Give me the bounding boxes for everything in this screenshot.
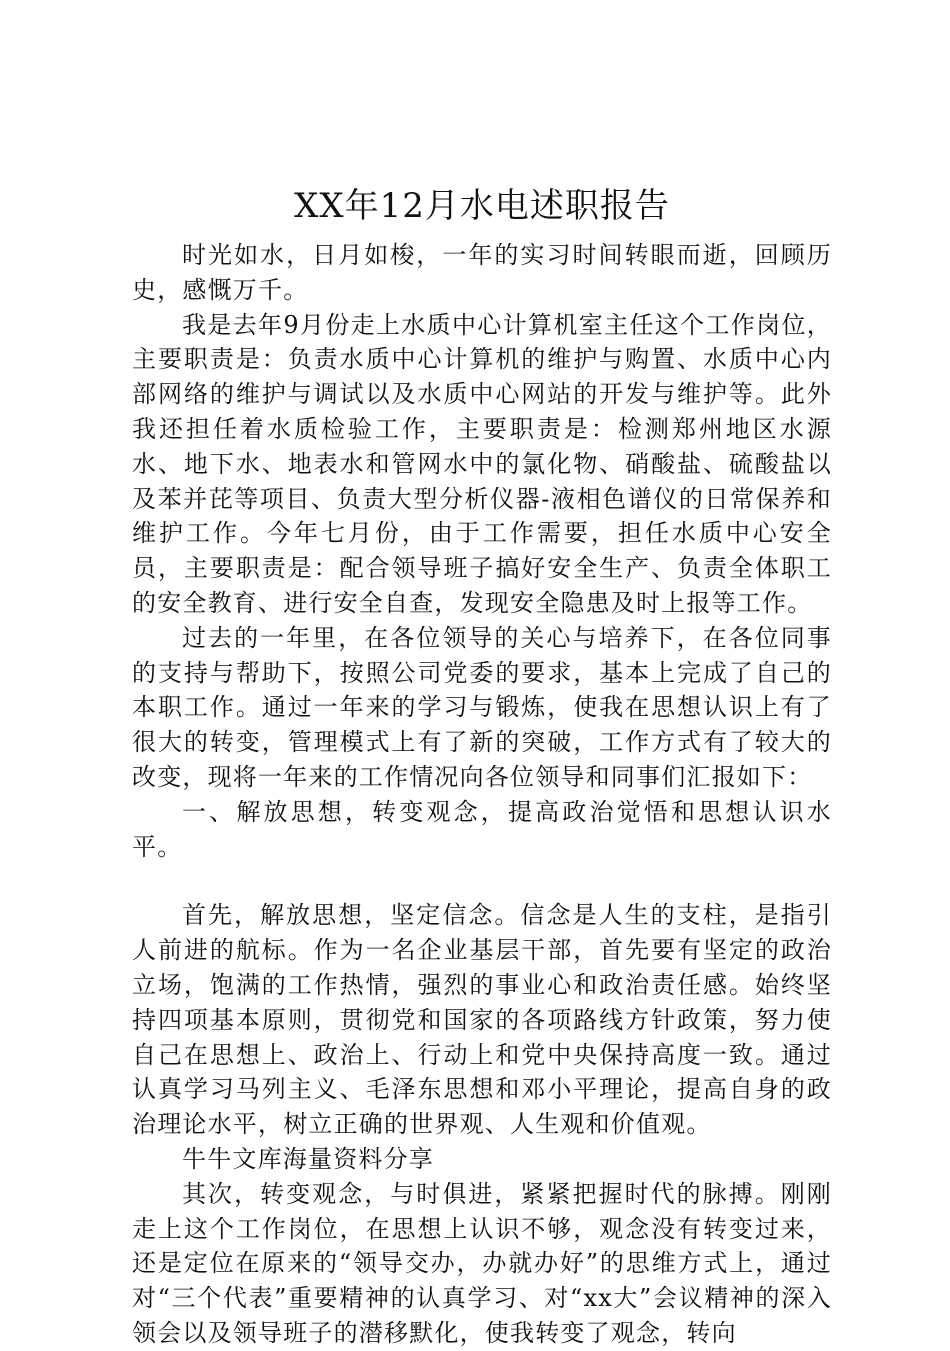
document-title: XX年12月水电述职报告 <box>294 186 670 226</box>
paragraph-duties: 我是去年9月份走上水质中心计算机室主任这个工作岗位，主要职责是：负责水质中心计算机的维护与购置、水质中心内部网络的维护与调试以及水质中心网站的开发与维护等。此外我还担任着水质检验工作，主要职责是：检测郑州地区水源水、地下水、地表水和管网水中的氯化物、硝酸盐、硫酸盐以及苯并芘等项目、负责大型分析仪器-液相色谱仪的日常保养和维护工作。今年七月份，由于工作需要，担任水质中心安全员，主要职责是：配合领导班子搞好安全生产、负责全体职工的安全教育、进行安全自查，发现安全隐患及时上报等工作。 <box>132 310 832 617</box>
section-heading-1: 一、解放思想，转变观念，提高政治觉悟和思想认识水平。 <box>132 797 832 861</box>
paragraph-second: 其次，转变观念，与时俱进，紧紧把握时代的脉搏。刚刚走上这个工作岗位，在思想上认识不够，观念没有转变过来，还是定位在原来的“领导交办，办就办好”的思维方式上，通过对“三个代表”重要精神的认真学习、对“xx大”会议精神的深入领会以及领导班子的潜移默化，使我转变了观念，转向 <box>132 1179 832 1347</box>
paragraph-first: 首先，解放思想，坚定信念。信念是人生的支柱，是指引人前进的航标。作为一名企业基层干部，首先要有坚定的政治立场，饱满的工作热情，强烈的事业心和政治责任感。始终坚持四项基本原则，贯彻党和国家的各项路线方针政策，努力使自己在思想上、政治上、行动上和党中央保持高度一致。通过认真学习马列主义、毛泽东思想和邓小平理论，提高自身的政治理论水平，树立正确的世界观、人生观和价值观。 <box>132 901 832 1139</box>
watermark-line: 牛牛文库海量资料分享 <box>182 1144 434 1173</box>
paragraph-summary: 过去的一年里，在各位领导的关心与培养下，在各位同事的支持与帮助下，按照公司党委的要求，基本上完成了自己的本职工作。通过一年来的学习与锻炼，使我在思想认识上有了很大的转变，管理模式上有了新的突破，工作方式有了较大的改变，现将一年来的工作情况向各位领导和同事们汇报如下： <box>132 623 832 791</box>
document-body <box>132 238 832 1351</box>
paragraph-intro: 时光如水，日月如梭，一年的实习时间转眼而逝，回顾历史，感慨万千。 <box>132 241 832 304</box>
